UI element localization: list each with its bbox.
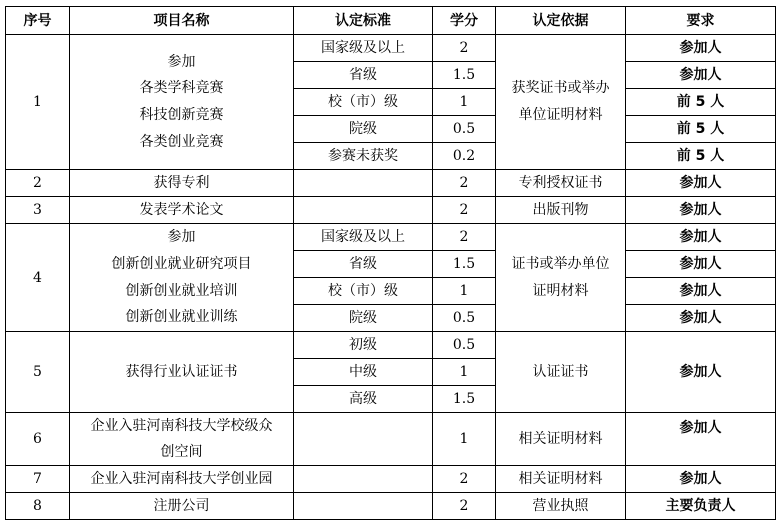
requirement-cell: 前 5 人 <box>626 143 776 170</box>
basis-cell <box>496 35 626 170</box>
header-standard: 认定标准 <box>294 7 433 35</box>
credit-cell: 0.5 <box>433 332 496 359</box>
standard-cell: 参赛未获奖 <box>294 143 433 170</box>
standard-cell: 校（市）级 <box>294 278 433 305</box>
table-row <box>6 332 776 359</box>
table-row <box>6 35 776 62</box>
basis-line: 单位证明材料 <box>518 107 603 123</box>
table-row <box>6 170 776 197</box>
basis-line: 证书或举办单位 <box>511 255 610 272</box>
requirement-cell: 主要负责人 <box>626 493 776 520</box>
basis-line: 获奖证书或举办 <box>511 80 610 97</box>
table-row <box>6 197 776 224</box>
requirement-cell: 参加人 <box>626 413 776 466</box>
standard-cell: 中级 <box>294 359 433 386</box>
credit-cell: 1.5 <box>433 386 496 413</box>
standard-cell: 省级 <box>294 251 433 278</box>
requirement-cell: 参加人 <box>626 224 776 251</box>
row-number: 4 <box>6 224 70 332</box>
standard-cell <box>294 493 433 520</box>
table-row <box>6 224 776 251</box>
credit-cell: 0.5 <box>433 305 496 332</box>
credit-cell: 2 <box>433 197 496 224</box>
row-number: 1 <box>6 35 70 170</box>
requirement-cell: 参加人 <box>626 62 776 89</box>
header-credit: 学分 <box>433 7 496 35</box>
requirement-cell: 参加人 <box>626 197 776 224</box>
standard-cell: 国家级及以上 <box>294 35 433 62</box>
credit-cell: 1 <box>433 359 496 386</box>
basis-cell: 出版刊物 <box>496 197 626 224</box>
row-number: 6 <box>6 413 70 466</box>
project-name <box>70 35 294 170</box>
standard-cell <box>294 197 433 224</box>
project-name <box>70 224 294 332</box>
standard-cell: 高级 <box>294 386 433 413</box>
header-name: 项目名称 <box>70 7 294 35</box>
row-number: 3 <box>6 197 70 224</box>
requirement-cell: 前 5 人 <box>626 89 776 116</box>
project-name-line: 参加 <box>167 229 196 246</box>
project-name-line: 科技创新竞赛 <box>139 107 224 123</box>
credit-table <box>5 6 776 520</box>
credit-cell: 2 <box>433 170 496 197</box>
credit-cell: 1.5 <box>433 251 496 278</box>
standard-cell <box>294 413 433 466</box>
basis-cell: 认证证书 <box>496 332 626 413</box>
row-number: 8 <box>6 493 70 520</box>
standard-cell: 校（市）级 <box>294 89 433 116</box>
project-name: 企业入驻河南科技大学创业园 <box>70 466 294 493</box>
project-name <box>70 413 294 466</box>
table-row <box>6 413 776 466</box>
table-row <box>6 493 776 520</box>
requirement-cell: 参加人 <box>626 332 776 413</box>
table-container <box>5 6 776 520</box>
standard-cell <box>294 466 433 493</box>
header-basis: 认定依据 <box>496 7 626 35</box>
basis-cell: 专利授权证书 <box>496 170 626 197</box>
requirement-cell: 前 5 人 <box>626 116 776 143</box>
requirement-cell: 参加人 <box>626 305 776 332</box>
basis-cell: 营业执照 <box>496 493 626 520</box>
standard-cell <box>294 170 433 197</box>
basis-cell: 相关证明材料 <box>496 466 626 493</box>
project-name-line: 创新创业就业研究项目 <box>111 255 252 272</box>
project-name-line: 创空间 <box>160 444 203 460</box>
credit-cell: 1.5 <box>433 62 496 89</box>
credit-cell: 0.2 <box>433 143 496 170</box>
project-name-line: 各类创业竞赛 <box>139 133 224 150</box>
credit-cell: 2 <box>433 466 496 493</box>
credit-cell: 2 <box>433 224 496 251</box>
credit-cell: 2 <box>433 35 496 62</box>
row-number: 2 <box>6 170 70 197</box>
requirement-cell: 参加人 <box>626 170 776 197</box>
requirement-cell: 参加人 <box>626 466 776 493</box>
basis-line: 证明材料 <box>532 282 589 299</box>
project-name-line: 参加 <box>167 53 196 70</box>
project-name-line: 各类学科竞赛 <box>139 80 224 97</box>
table-row <box>6 466 776 493</box>
header-no: 序号 <box>6 7 70 35</box>
header-row <box>6 7 776 35</box>
row-number: 7 <box>6 466 70 493</box>
row-number: 5 <box>6 332 70 413</box>
project-name: 获得专利 <box>70 170 294 197</box>
credit-cell: 0.5 <box>433 116 496 143</box>
header-requirement: 要求 <box>626 7 776 35</box>
standard-cell: 院级 <box>294 305 433 332</box>
requirement-cell: 参加人 <box>626 251 776 278</box>
credit-cell: 1 <box>433 413 496 466</box>
standard-cell: 初级 <box>294 332 433 359</box>
requirement-cell: 参加人 <box>626 35 776 62</box>
standard-cell: 国家级及以上 <box>294 224 433 251</box>
project-name: 注册公司 <box>70 493 294 520</box>
basis-cell <box>496 224 626 332</box>
credit-cell: 2 <box>433 493 496 520</box>
credit-cell: 1 <box>433 278 496 305</box>
standard-cell: 院级 <box>294 116 433 143</box>
basis-cell: 相关证明材料 <box>496 413 626 466</box>
standard-cell: 省级 <box>294 62 433 89</box>
project-name-line: 企业入驻河南科技大学校级众 <box>90 418 273 434</box>
project-name: 获得行业认证证书 <box>70 332 294 413</box>
requirement-cell: 参加人 <box>626 278 776 305</box>
credit-cell: 1 <box>433 89 496 116</box>
project-name-line: 创新创业就业培训 <box>125 282 238 299</box>
project-name: 发表学术论文 <box>70 197 294 224</box>
project-name-line: 创新创业就业训练 <box>125 309 238 326</box>
